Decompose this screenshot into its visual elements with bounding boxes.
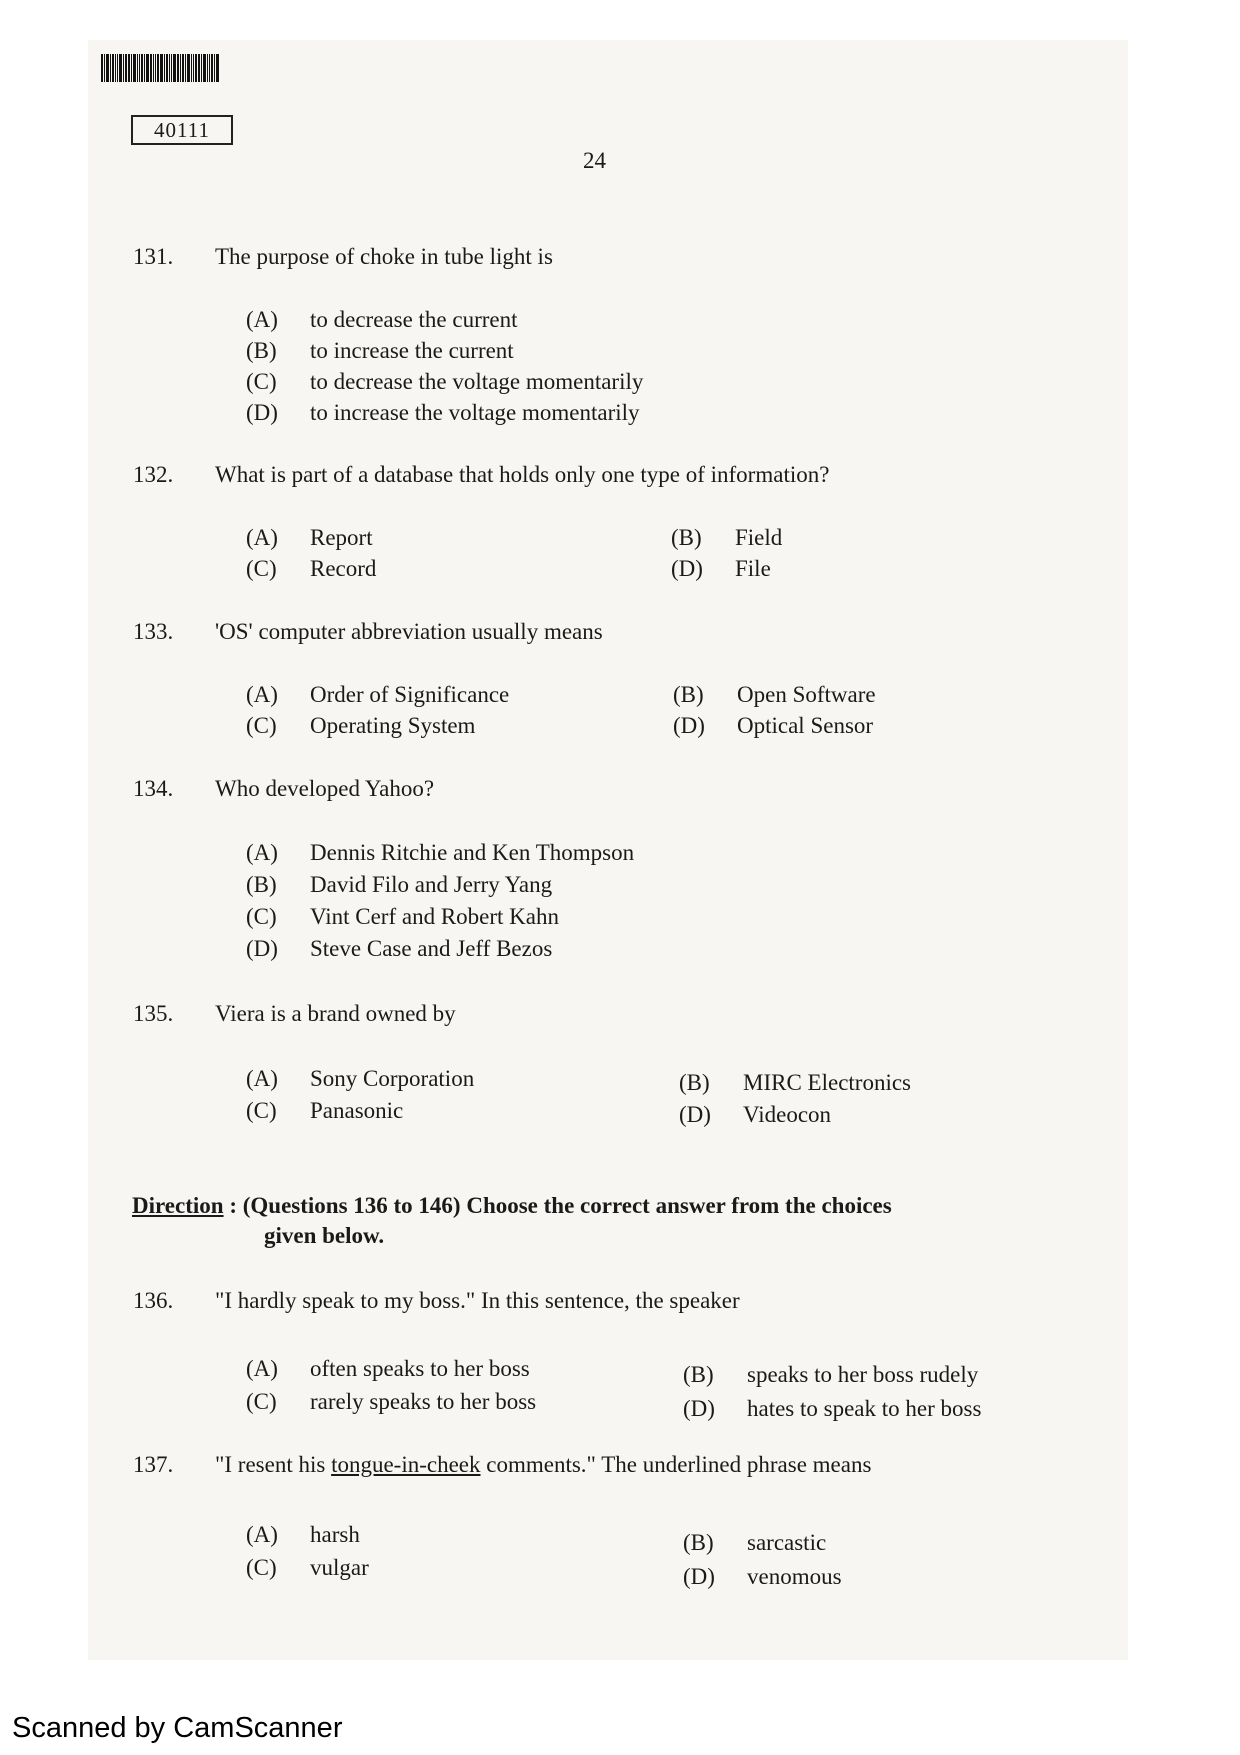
question-text: 'OS' computer abbreviation usually means — [215, 619, 603, 644]
option-text: speaks to her boss rudely — [747, 1362, 979, 1387]
option — [673, 713, 873, 739]
option-text: harsh — [310, 1522, 360, 1547]
question-text-start: "I resent his — [215, 1452, 332, 1477]
option-label: (B) — [683, 1362, 714, 1387]
option — [246, 1098, 403, 1124]
option-label: (C) — [246, 1555, 277, 1580]
option-text: vulgar — [310, 1555, 369, 1580]
option-label: (A) — [246, 307, 278, 332]
question-number: 136. — [133, 1288, 174, 1313]
option-label: (B) — [246, 338, 277, 363]
option-label: (C) — [246, 713, 277, 738]
option-text: Steve Case and Jeff Bezos — [310, 936, 553, 961]
option-text: Dennis Ritchie and Ken Thompson — [310, 840, 635, 865]
option — [683, 1564, 842, 1590]
option-text: David Filo and Jerry Yang — [310, 872, 553, 897]
option-label: (D) — [679, 1102, 711, 1127]
option-text: Record — [310, 556, 377, 581]
option — [246, 338, 514, 364]
option-label: (B) — [683, 1530, 714, 1555]
question-number: 135. — [133, 1001, 174, 1026]
option-text: to increase the voltage momentarily — [310, 400, 640, 425]
option-text: Videocon — [743, 1102, 832, 1127]
option — [246, 525, 373, 551]
question-number: 137. — [133, 1452, 174, 1477]
option-text: Report — [310, 525, 373, 550]
option-label: (B) — [679, 1070, 710, 1095]
question-text: The purpose of choke in tube light is — [215, 244, 553, 269]
barcode-icon — [101, 54, 220, 82]
option — [671, 525, 782, 551]
option — [671, 556, 771, 582]
option — [246, 936, 552, 962]
option — [246, 1066, 474, 1092]
option-text: Field — [735, 525, 783, 550]
question-number: 134. — [133, 776, 174, 801]
question-text: Viera is a brand owned by — [215, 1001, 456, 1026]
question-text: What is part of a database that holds only one type of information? — [215, 462, 830, 487]
option-label: (A) — [246, 525, 278, 550]
option — [683, 1362, 978, 1388]
option-text: sarcastic — [747, 1530, 827, 1555]
option-text: Optical Sensor — [737, 713, 874, 738]
option-text: rarely speaks to her boss — [310, 1389, 537, 1414]
question-number: 131. — [133, 244, 174, 269]
option — [679, 1070, 911, 1096]
option-label: (B) — [246, 872, 277, 897]
option-label: (A) — [246, 840, 278, 865]
option-text: Order of Significance — [310, 682, 510, 707]
option — [246, 400, 640, 426]
exam-code: 40111 — [131, 115, 233, 145]
option-label: (B) — [673, 682, 704, 707]
option — [246, 713, 475, 739]
direction-line2: given below. — [264, 1223, 385, 1248]
option-text: hates to speak to her boss — [747, 1396, 982, 1421]
option — [246, 682, 509, 708]
option-label: (A) — [246, 1066, 278, 1091]
option-label: (A) — [246, 1522, 278, 1547]
option — [683, 1530, 826, 1556]
option-label: (D) — [246, 400, 278, 425]
direction-block — [132, 1191, 892, 1251]
option — [673, 682, 876, 708]
option-text: Open Software — [737, 682, 876, 707]
option-label: (C) — [246, 1389, 277, 1414]
option-text: MIRC Electronics — [743, 1070, 911, 1095]
option-label: (D) — [683, 1396, 715, 1421]
question-text: "I hardly speak to my boss." In this sentence, the speaker — [215, 1288, 740, 1313]
direction-heading: Direction — [132, 1193, 224, 1218]
option-text: to decrease the voltage momentarily — [310, 369, 644, 394]
option — [246, 1389, 536, 1415]
question-number: 132. — [133, 462, 174, 487]
direction-line1: : (Questions 136 to 146) Choose the correct answer from the choices — [223, 1193, 892, 1218]
page-number: 24 — [583, 148, 606, 173]
option-label: (C) — [246, 904, 277, 929]
scanner-watermark: Scanned by CamScanner — [12, 1712, 343, 1744]
question-text-end: comments." The underlined phrase means — [480, 1452, 872, 1477]
option-text: venomous — [747, 1564, 842, 1589]
question-text — [215, 1452, 871, 1478]
option — [246, 1522, 360, 1548]
option-label: (C) — [246, 369, 277, 394]
option-label: (C) — [246, 556, 277, 581]
option-label: (D) — [683, 1564, 715, 1589]
option-label: (B) — [671, 525, 702, 550]
underlined-phrase: tongue-in-cheek — [331, 1452, 481, 1477]
option-text: File — [735, 556, 771, 581]
option — [246, 904, 559, 930]
option-label: (D) — [671, 556, 703, 581]
option-text: Sony Corporation — [310, 1066, 475, 1091]
option — [683, 1396, 981, 1422]
option — [679, 1102, 831, 1128]
question-number: 133. — [133, 619, 174, 644]
option-label: (D) — [246, 936, 278, 961]
option-label: (A) — [246, 1356, 278, 1381]
option-text: to increase the current — [310, 338, 514, 363]
option — [246, 1356, 530, 1382]
option-label: (D) — [673, 713, 705, 738]
option — [246, 369, 643, 395]
option-text: Panasonic — [310, 1098, 404, 1123]
option — [246, 872, 552, 898]
question-text: Who developed Yahoo? — [215, 776, 435, 801]
option-text: often speaks to her boss — [310, 1356, 530, 1381]
option — [246, 840, 634, 866]
option-label: (A) — [246, 682, 278, 707]
option-text: Operating System — [310, 713, 476, 738]
option-text: to decrease the current — [310, 307, 518, 332]
option — [246, 307, 518, 333]
option-label: (C) — [246, 1098, 277, 1123]
option — [246, 1555, 369, 1581]
option — [246, 556, 376, 582]
option-text: Vint Cerf and Robert Kahn — [310, 904, 560, 929]
